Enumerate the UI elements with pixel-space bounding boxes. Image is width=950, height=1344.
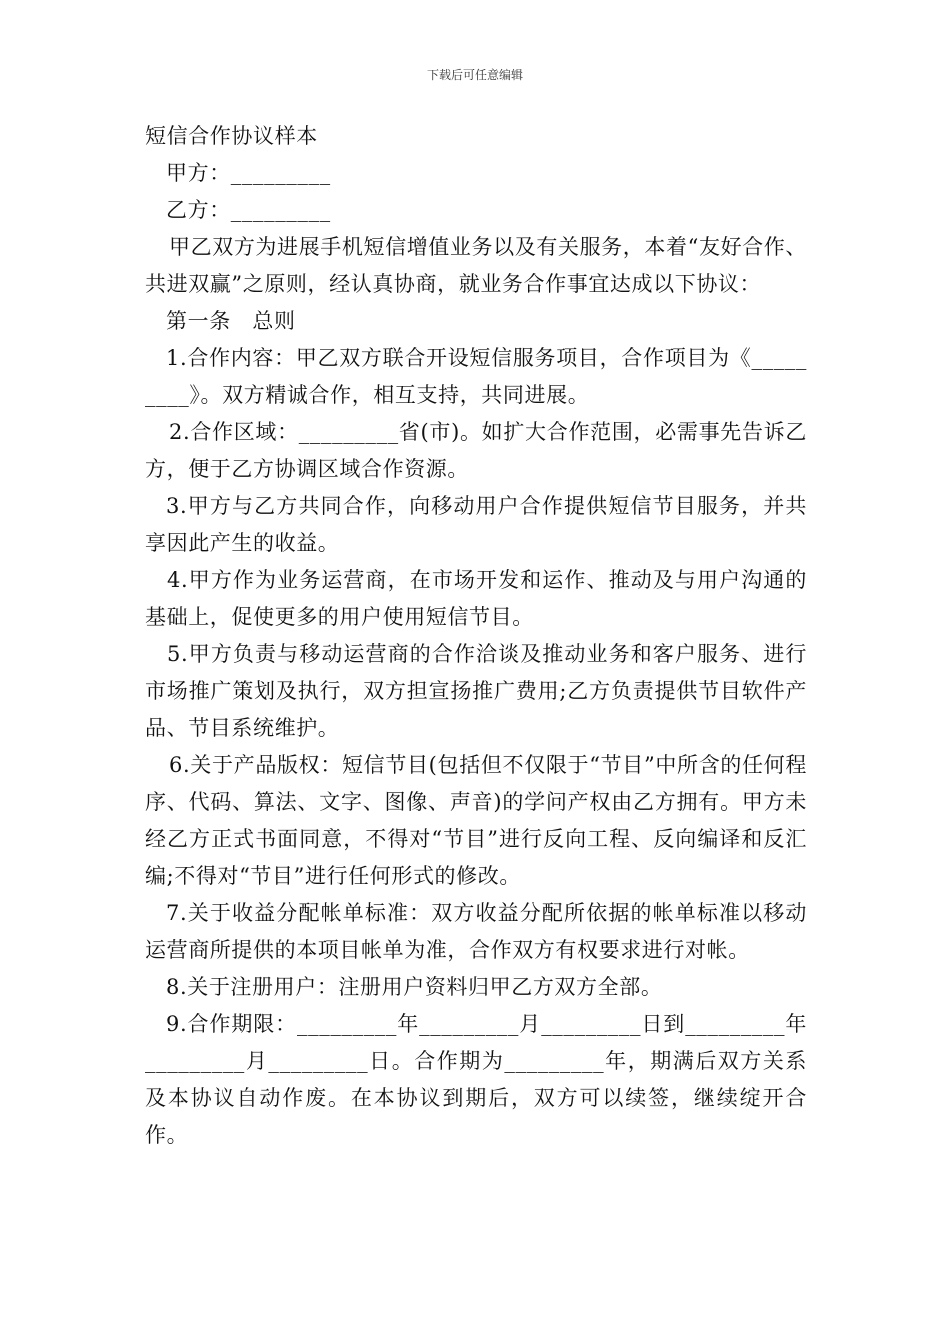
party-a-line: 甲方：_________ bbox=[166, 161, 331, 185]
clause-7: 7.关于收益分配帐单标准：双方收益分配所依据的帐单标准以移动运营商所提供的本项目帐单为准，合作双方有权要求进行对帐。 bbox=[145, 901, 807, 962]
page-header-note: 下载后可任意编辑 bbox=[426, 68, 523, 82]
intro-paragraph: 甲乙双方为进展手机短信增值业务以及有关服务，本着“友好合作、共进双赢”之原则，经认真协商，就业务合作事宜达成以下协议： bbox=[145, 235, 807, 296]
document-title: 短信合作协议样本 bbox=[145, 124, 318, 148]
clause-2: 2.合作区域：_________省(市)。如扩大合作范围，必需事先告诉乙方，便于乙方协调区域合作资源。 bbox=[145, 420, 807, 481]
clause-9: 9.合作期限：_________年_________月_________日到_________年_________月_________日。合作期为_________年，期满后双方关系及本协议自动作废。在本协议到期后，双方可以续签，继续绽开合作。 bbox=[145, 1012, 807, 1147]
clause-8: 8.关于注册用户：注册用户资料归甲乙方双方全部。 bbox=[166, 975, 663, 999]
article-1-heading: 第一条 总则 bbox=[166, 309, 296, 333]
clause-4: 4.甲方作为业务运营商，在市场开发和运作、推动及与用户沟通的基础上，促使更多的用户使用短信节目。 bbox=[145, 568, 807, 629]
party-b-line: 乙方：_________ bbox=[166, 198, 331, 222]
document-body bbox=[145, 118, 807, 1154]
clause-1: 1.合作内容：甲乙双方联合开设短信服务项目，合作项目为《_________》。双方精诚合作，相互支持，共同进展。 bbox=[145, 346, 807, 407]
clause-5: 5.甲方负责与移动运营商的合作洽谈及推动业务和客户服务、进行市场推广策划及执行，双方担宣扬推广费用;乙方负责提供节目软件产品、节目系统维护。 bbox=[145, 642, 807, 740]
clause-3: 3.甲方与乙方共同合作，向移动用户合作提供短信节目服务，并共享因此产生的收益。 bbox=[145, 494, 807, 555]
clause-6: 6.关于产品版权：短信节目(包括但不仅限于“节目”中所含的任何程序、代码、算法、文字、图像、声音)的学问产权由乙方拥有。甲方未经乙方正式书面同意，不得对“节目”进行反向工程、反向编译和反汇编;不得对“节目”进行任何形式的修改。 bbox=[145, 753, 807, 888]
